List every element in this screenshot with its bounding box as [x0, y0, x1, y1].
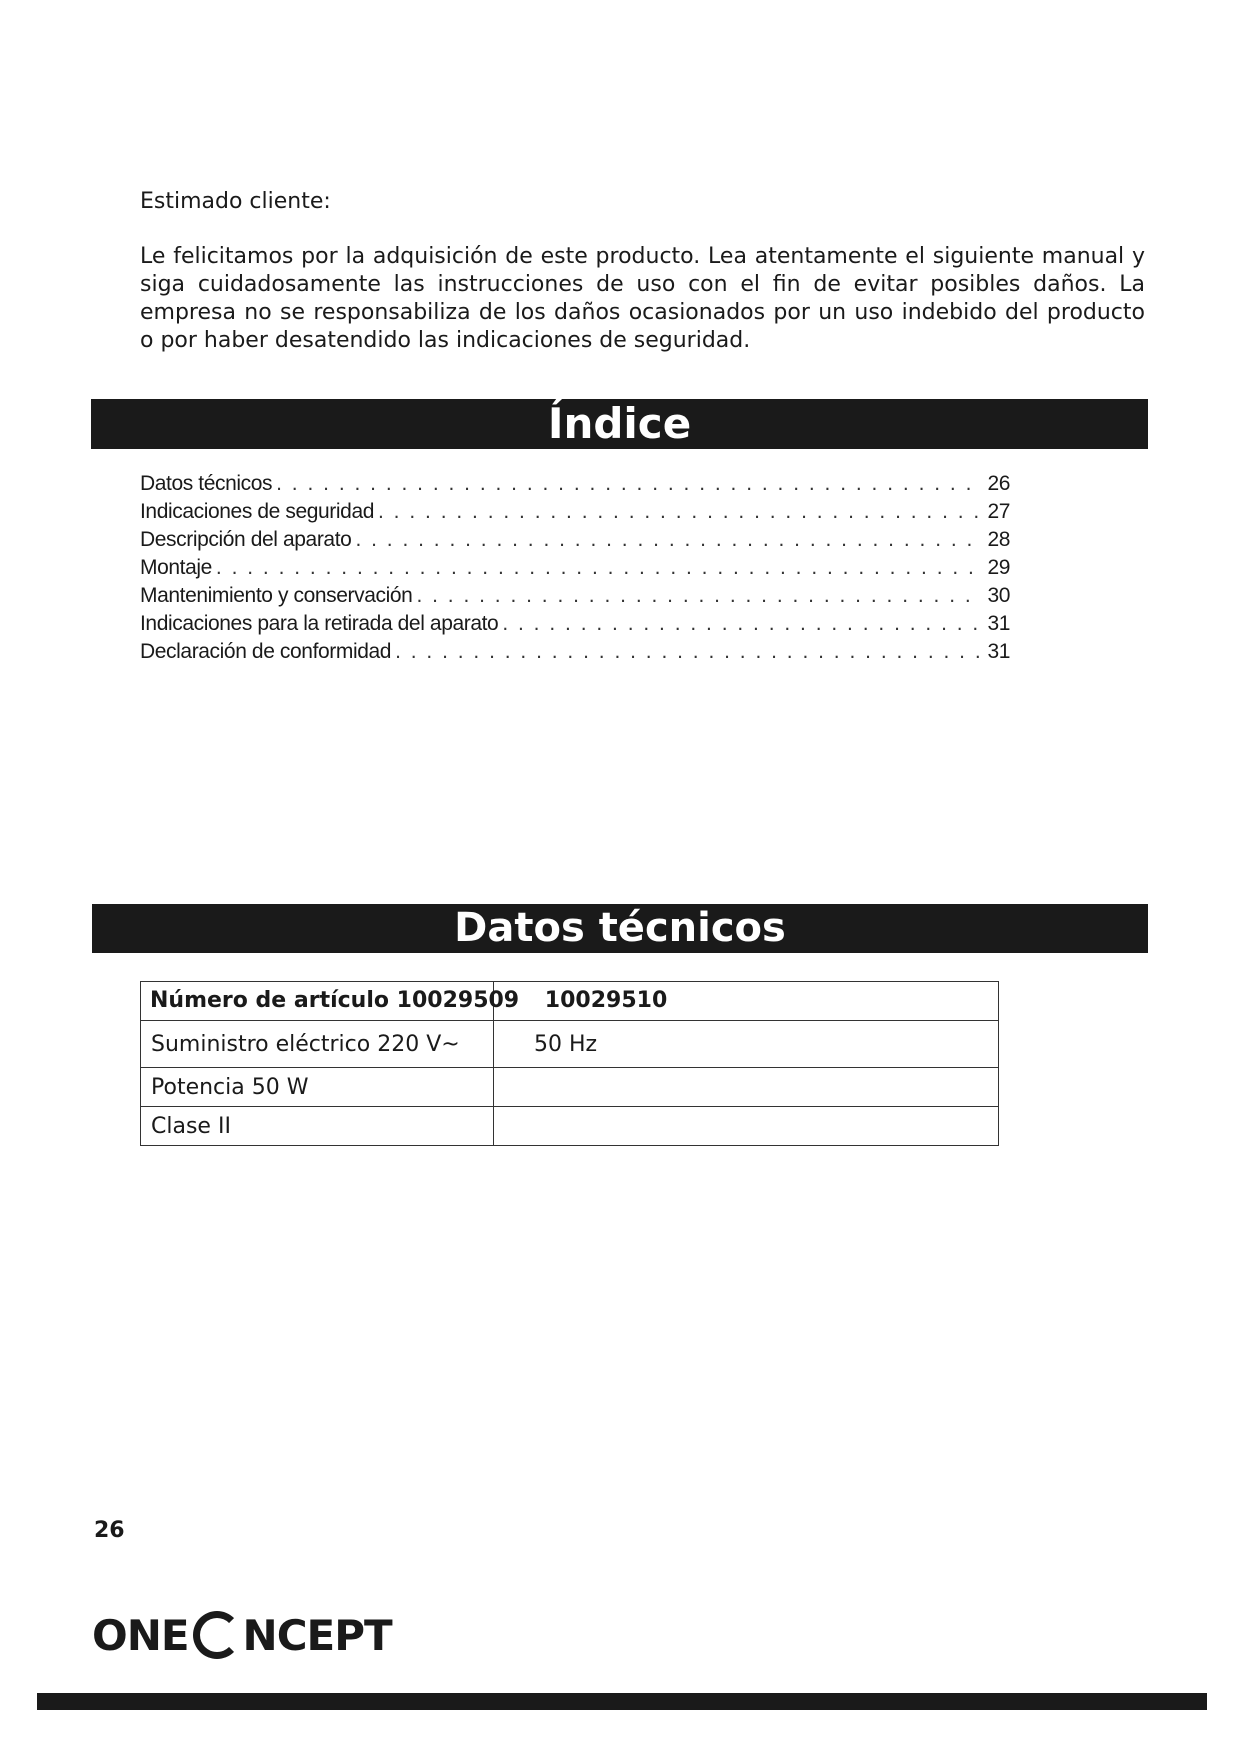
- toc-entry[interactable]: [140, 526, 1010, 554]
- toc-entry[interactable]: [140, 638, 1010, 666]
- table-of-contents: [140, 470, 1010, 666]
- toc-entry-label: Declaración de conformidad: [140, 640, 392, 663]
- model-number-b: 10029510: [544, 988, 668, 1013]
- toc-entry-label: Datos técnicos: [140, 472, 273, 495]
- toc-leader-dots: [395, 638, 980, 666]
- spec-extra: 50 Hz: [494, 1021, 999, 1068]
- toc-entry-label: Montaje: [140, 556, 212, 579]
- specs-title: Datos técnicos: [454, 905, 786, 951]
- toc-leader-dots: [416, 582, 980, 610]
- spec-label: Potencia: [151, 1074, 245, 1100]
- toc-entry-label: Descripción del aparato: [140, 528, 352, 551]
- toc-entry-page: 28: [987, 528, 1010, 551]
- table-cell: [141, 1021, 494, 1068]
- toc-entry[interactable]: [140, 610, 1010, 638]
- page-number: 26: [94, 1518, 125, 1543]
- toc-leader-dots: [355, 526, 980, 554]
- toc-entry-page: 26: [987, 472, 1010, 495]
- spec-extra: [494, 1068, 999, 1107]
- toc-entry-label: Indicaciones para la retirada del aparato: [140, 612, 499, 635]
- footer-bar: [37, 1693, 1207, 1710]
- index-section-header: [91, 399, 1148, 449]
- toc-entry-label: Indicaciones de seguridad: [140, 500, 375, 523]
- toc-entry-label: Mantenimiento y conservación: [140, 584, 413, 607]
- spec-value: 50 W: [251, 1074, 309, 1100]
- logo-circle-icon: [193, 1611, 241, 1659]
- spec-label: Clase: [151, 1113, 211, 1139]
- toc-entry-page: 31: [987, 640, 1010, 663]
- spec-value: 220 V~: [377, 1031, 460, 1057]
- article-number-label: Número de artículo: [150, 988, 389, 1013]
- toc-entry-page: 27: [987, 500, 1010, 523]
- table-cell: [141, 1107, 494, 1146]
- toc-entry-page: 29: [987, 556, 1010, 579]
- toc-entry[interactable]: [140, 554, 1010, 582]
- toc-leader-dots: [216, 554, 980, 582]
- spec-value: II: [217, 1113, 231, 1139]
- model-number-a: 10029509: [396, 988, 520, 1013]
- oneconcept-logo: [92, 1605, 392, 1665]
- toc-leader-dots: [502, 610, 980, 638]
- toc-leader-dots: [276, 470, 980, 498]
- toc-entry[interactable]: [140, 470, 1010, 498]
- toc-entry[interactable]: [140, 582, 1010, 610]
- table-row: [141, 1107, 999, 1146]
- toc-leader-dots: [378, 498, 980, 526]
- spec-label: Suministro eléctrico: [151, 1031, 371, 1057]
- greeting: Estimado cliente:: [140, 189, 331, 214]
- table-row: [141, 1068, 999, 1107]
- spec-extra: [494, 1107, 999, 1146]
- specs-section-header: [92, 904, 1148, 953]
- logo-text-one: ONE: [92, 1610, 189, 1660]
- toc-entry-page: 30: [987, 584, 1010, 607]
- table-row: [141, 1021, 999, 1068]
- toc-entry[interactable]: [140, 498, 1010, 526]
- specs-header-text: [150, 988, 667, 1013]
- table-cell: [141, 1068, 494, 1107]
- toc-entry-page: 31: [987, 612, 1010, 635]
- intro-paragraph: Le felicitamos por la adquisición de este producto. Lea atentamente el siguiente manual y siga cuidadosamente las instrucciones de uso con el fin de evitar posibles daños. La empresa no se responsabiliza de los daños ocasionados por un uso indebido del producto o por haber desatendido las indicaciones de seguridad.: [140, 244, 1145, 353]
- index-title: Índice: [547, 399, 692, 448]
- logo-text-ncept: NCEPT: [242, 1610, 392, 1660]
